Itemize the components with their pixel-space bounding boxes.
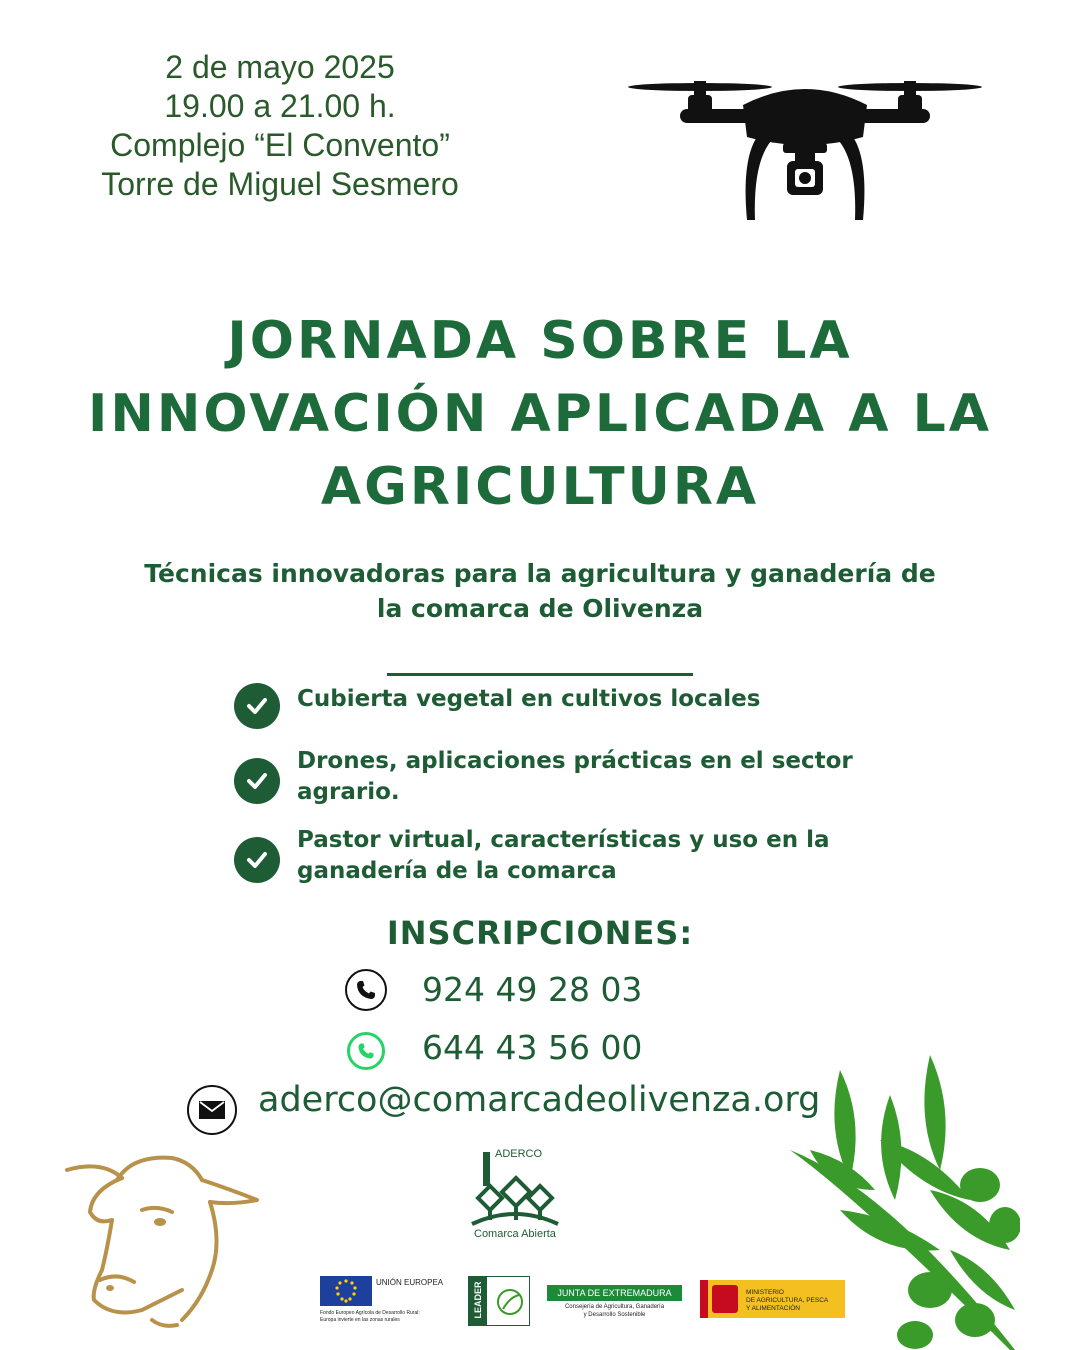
event-date: 2 de mayo 2025	[165, 49, 395, 85]
event-time: 19.00 a 21.00 h.	[164, 88, 396, 124]
mail-icon	[187, 1085, 237, 1135]
divider	[387, 673, 693, 676]
phone-icon	[345, 969, 387, 1011]
topic-item	[234, 825, 874, 887]
ministry-line-3: Y ALIMENTACIÓN	[746, 1305, 800, 1312]
eu-flag-icon	[320, 1276, 372, 1306]
ministry-line-1: MINISTERIO	[746, 1289, 784, 1296]
title-line-1: JORNADA SOBRE LA	[227, 311, 853, 371]
event-venue: Complejo “El Convento”	[110, 127, 450, 163]
topic-text: Pastor virtual, características y uso en la ganadería de la comarca	[297, 827, 830, 884]
topic-text: Drones, aplicaciones prácticas en el sector agrario.	[297, 748, 853, 805]
aderco-name: ADERCO	[495, 1148, 543, 1160]
junta-line-2: y Desarrollo Sostenible	[583, 1312, 646, 1318]
leader-leaf-icon	[495, 1287, 525, 1317]
eu-fund-line-2: Europa invierte en las zonas rurales	[320, 1317, 400, 1323]
aderco-logo-icon	[460, 1148, 570, 1228]
topic-item	[234, 746, 874, 808]
leader-label: LEADER	[473, 1281, 483, 1319]
topic-item	[234, 684, 874, 729]
eu-logo	[320, 1276, 460, 1326]
cow-head-icon	[62, 1150, 262, 1330]
junta-line-1: Consejería de Agricultura, Ganadería	[564, 1304, 665, 1310]
drone-icon	[625, 75, 990, 225]
event-subtitle	[90, 556, 990, 626]
check-icon	[234, 758, 280, 804]
check-icon	[234, 837, 280, 883]
junta-logo	[547, 1285, 682, 1325]
topic-text: Cubierta vegetal en cultivos locales	[297, 686, 761, 712]
spain-coat-of-arms-icon	[712, 1285, 738, 1313]
aderco-tagline: Comarca Abierta	[474, 1228, 556, 1240]
aderco-logo	[460, 1148, 570, 1248]
ministry-logo	[700, 1280, 845, 1318]
event-town: Torre de Miguel Sesmero	[101, 166, 459, 202]
eu-fund-line-1: Fondo Europeo Agrícola de Desarrollo Rural:	[320, 1310, 420, 1316]
check-icon	[234, 683, 280, 729]
ministry-line-2: DE AGRICULTURA, PESCA	[746, 1297, 829, 1304]
registration-heading: INSCRIPCIONES:	[386, 914, 694, 952]
junta-title: JUNTA DE EXTREMADURA	[547, 1285, 682, 1301]
subtitle-line-1: Técnicas innovadoras para la agricultura y ganadería de	[144, 559, 936, 588]
leader-logo	[468, 1276, 530, 1326]
phone-number[interactable]: 924 49 28 03	[422, 970, 643, 1009]
email-address[interactable]: aderco@comarcadeolivenza.org	[258, 1080, 821, 1120]
title-line-3: AGRICULTURA	[320, 457, 760, 517]
whatsapp-icon	[347, 1032, 385, 1070]
topic-list	[234, 684, 874, 904]
event-info	[60, 48, 500, 204]
eu-title: UNIÓN EUROPEA	[376, 1278, 444, 1287]
title-line-2: INNOVACIÓN APLICADA A LA	[88, 384, 992, 444]
subtitle-line-2: la comarca de Olivenza	[376, 594, 704, 623]
event-title	[60, 305, 1020, 524]
whatsapp-number[interactable]: 644 43 56 00	[422, 1028, 643, 1067]
spain-flag-stripe	[700, 1280, 708, 1318]
